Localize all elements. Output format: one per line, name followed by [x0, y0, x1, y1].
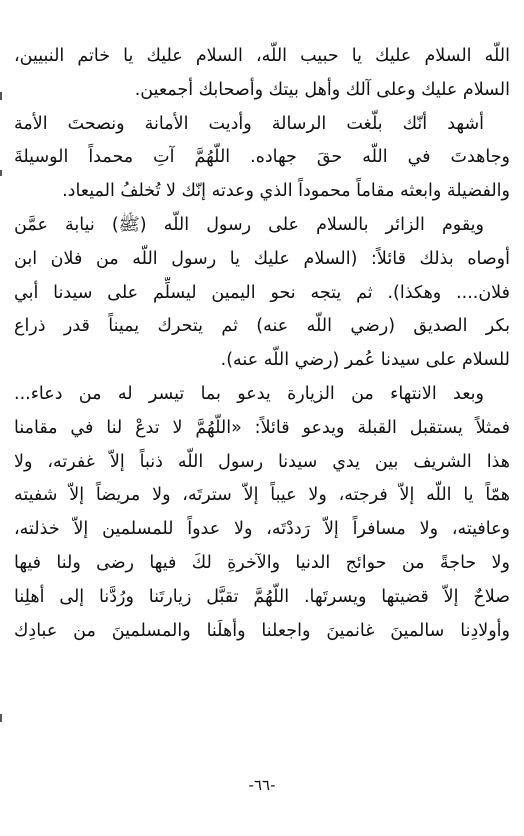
margin-mark [0, 92, 2, 100]
margin-mark [0, 170, 2, 176]
page-number: -٦٦- [248, 776, 276, 794]
text-line: فمثلاً يستقبل القبلة ويدعو قائلاً: «اللّهُمَّ لا تدعْ لنا في مقامنا [14, 417, 510, 438]
text-line: وعافيته، ولا مسافراً إلاّ رَددْتَه، ولا عدواً للمسلمين إلاّ خذلته، [14, 519, 510, 540]
text-line: والفضيلة وابعثه مقاماً محموداً الذي وعدته إنّك لا تُخلفُ الميعاد. [62, 181, 510, 202]
text-line: اللّه السلام عليك يا حبيب اللّه، السلام عليك يا خاتم النبيين، [14, 46, 510, 66]
text-line: فلان.... وهكذا). ثم يتجه نحو اليمين ليسلِّم على سيدنا أبي [14, 282, 510, 303]
body-text [14, 40, 510, 648]
text-line: ويقوم الزائر بالسلام على رسول اللّه (ﷺ) نيابة عمَّن [14, 214, 484, 235]
text-line: وبعد الانتهاء من الزيارة يدعو بما تيسر له من دعاء... [14, 383, 484, 404]
text-line: بكر الصديق (رضي اللّه عنه) ثم يتحرك يميناً قدر ذراع [14, 316, 510, 337]
text-line: أوصاه بذلك قائلاً: (السلام عليك يا رسول اللّه من فلان ابن [14, 248, 510, 269]
text-line: همّاً يا اللّه إلاّ فرجته، ولا عيباً إلاّ سترتَه، ولا مريضاً إلاّ شفيته [14, 485, 510, 506]
text-line: وأولادِنا سالمينَ غانمينَ واجعلنا وأهلَنا والمسلمينَ من عبادِك [14, 620, 510, 641]
text-line: ولا حاجةً من حوائج الدنيا والآخرةِ لكَ فيها رضى ولنا فيها [14, 552, 510, 573]
text-line: وجاهدتَ في اللّه حقَ جهاده. اللّهُمَّ آتِ محمداً الوسيلةَ [14, 147, 510, 168]
text-line: هذا الشريف بين يدي سيدنا رسول اللّه ذنباً إلاّ غفرته، ولا [14, 451, 510, 472]
text-line: أشهد أنّك بلّغت الرسالة وأديت الأمانة ونصحتَ الأمة [14, 113, 484, 134]
text-line: صلاحٌ إلاّ قضيتها ويسرتَها. اللّهُمَّ تقبَّل زيارتَنا ورُدَّنا إلى أهلِنا [14, 586, 510, 607]
text-line: السلام عليك وعلى آلك وأهل بيتك وأصحابك أجمعين. [134, 79, 510, 100]
margin-mark [0, 714, 2, 722]
text-line: للسلام على سيدنا عُمر (رضي اللّه عنه). [220, 350, 510, 371]
